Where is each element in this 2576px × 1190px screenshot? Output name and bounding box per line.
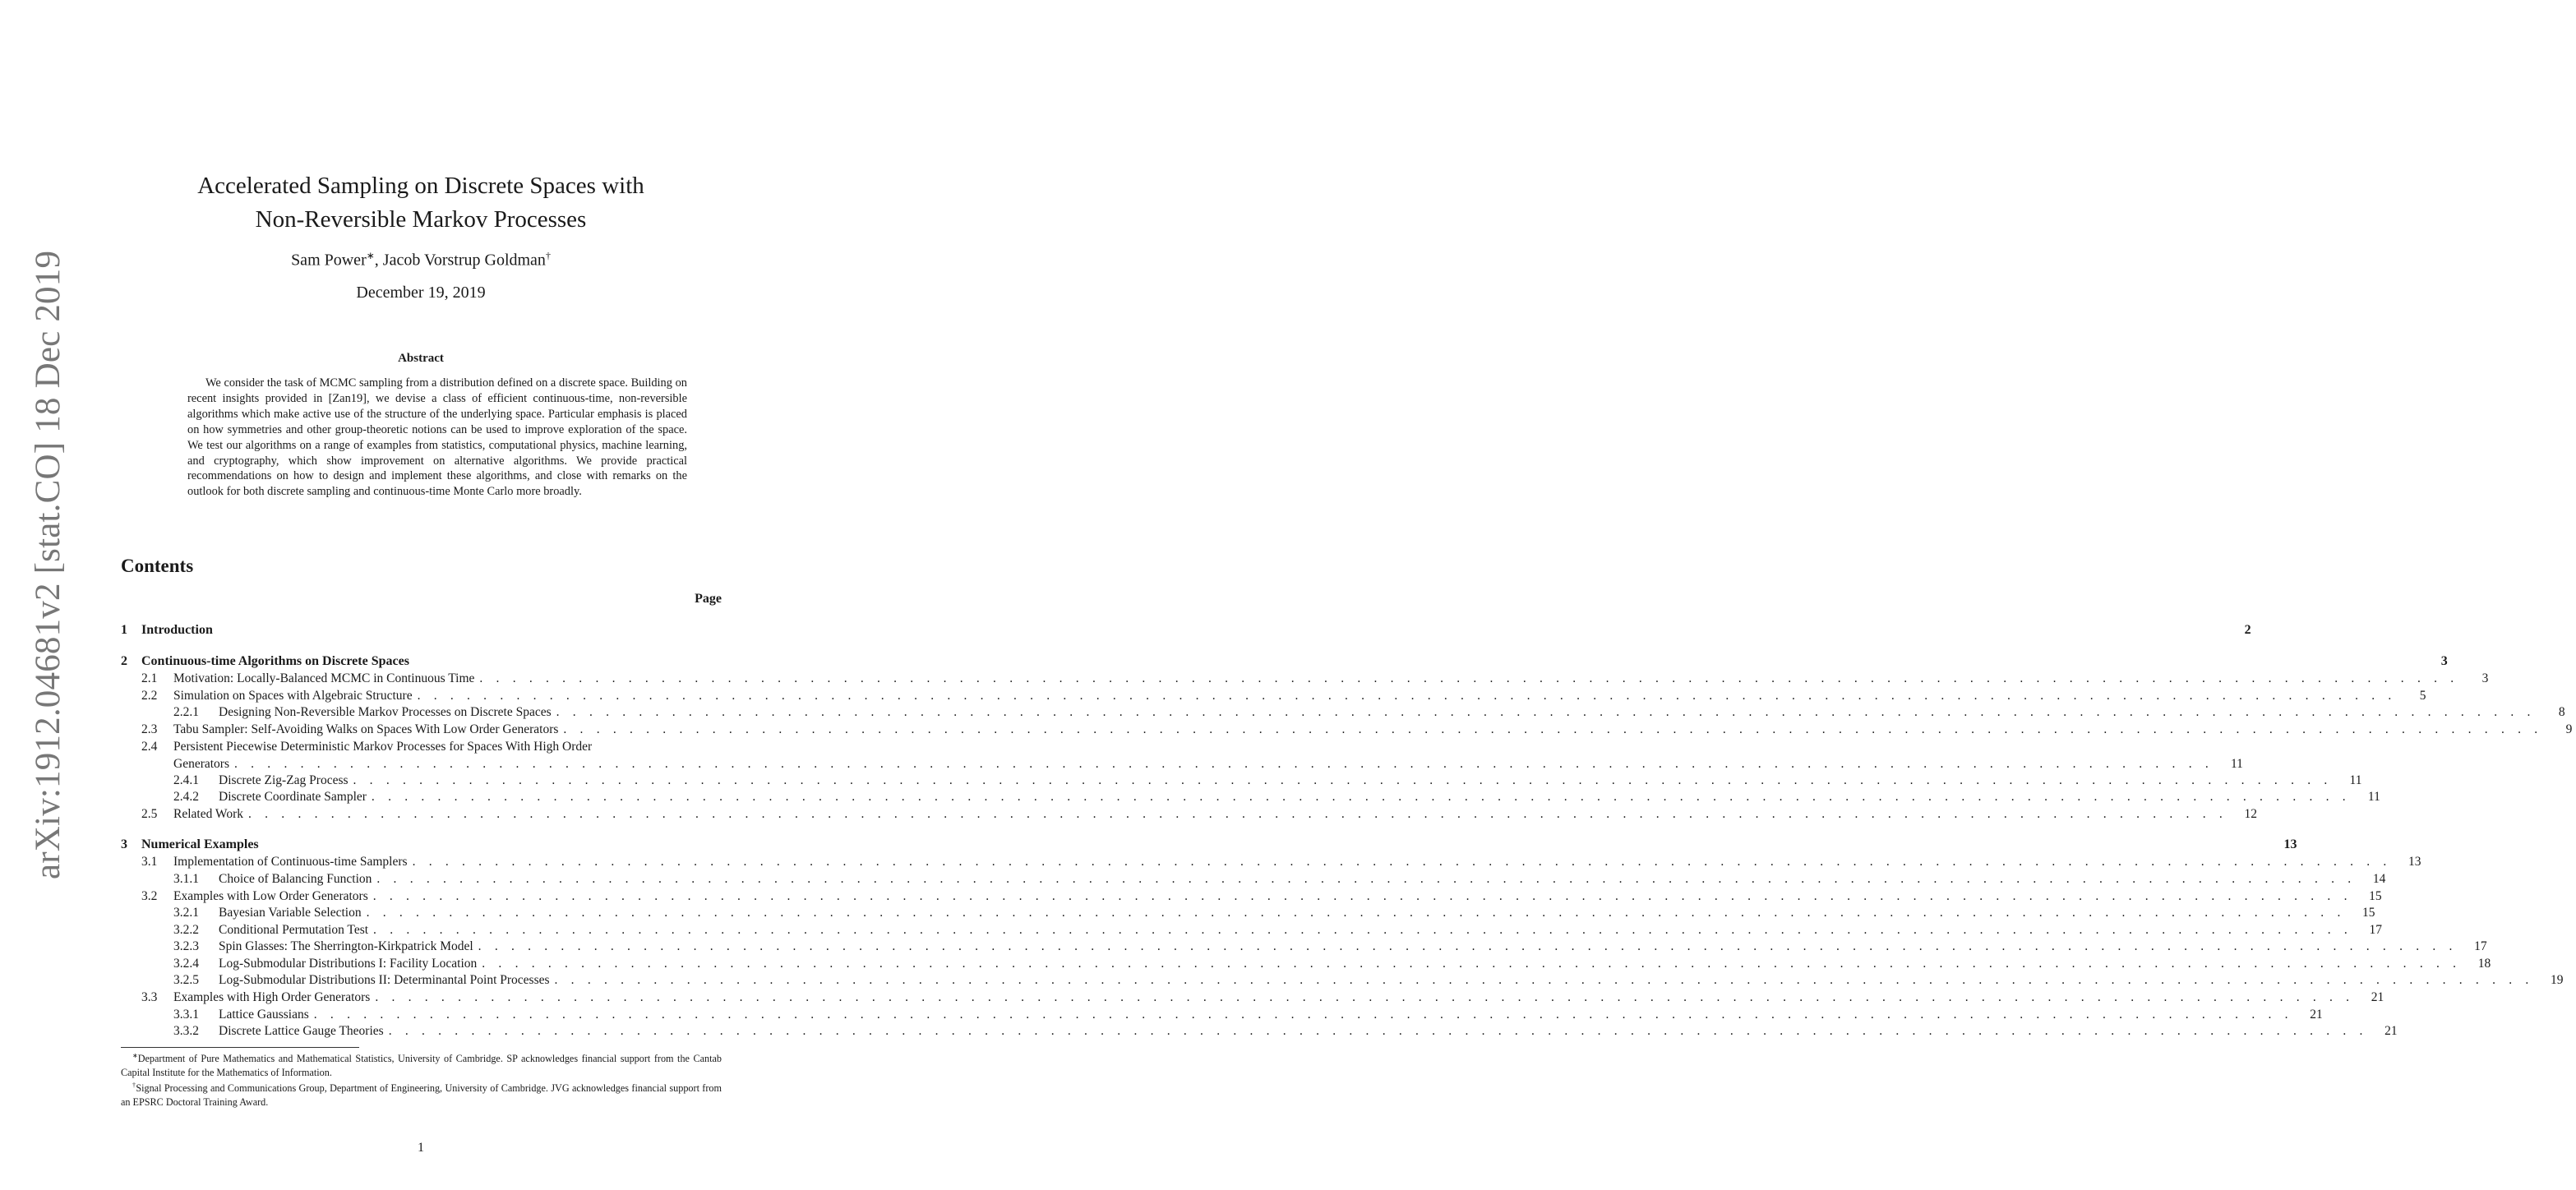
toc-entry[interactable] (121, 923, 2382, 939)
toc-entry[interactable] (121, 973, 2564, 989)
toc-entry-number: 1 (121, 623, 127, 637)
toc-entry[interactable] (121, 872, 2386, 888)
abstract-body: We consider the task of MCMC sampling from a distribution defined on a discrete space. Building on recent insights provided in [Zan19], we devise a class of efficient continuous-time, non-reversible algorithms which make active use of the structure of the underlying space. Particular emphasis is placed on how symmetries and other group-theoretic notions can be used to improve exploration of the space. We test our algorithms on a range of examples from statistics, computational physics, machine learning, and cryptography, which show improvement on alternative algorithms. We provide practical recommendations on how to design and implement these algorithms, and close with remarks on the outlook for both discrete sampling and continuous-time Monte Carlo more broadly. (187, 376, 687, 499)
toc-entry-page[interactable]: 3 (2481, 671, 2489, 685)
author-2: Jacob Vorstrup Goldman (382, 251, 546, 270)
toc-dot-leader: . . . . . . . . . . . . . . . . . . . . . . . . . . . . . . . . . . . . . . . . . . . . . . . . . . . . . . . . . . . . . . . . . . . . . . . . . . . . . . . . . . . . . . . . . . . . . . . . . . . . . . . . . . . . . . . . . . . . . . . . (563, 722, 2543, 736)
toc-dot-leader: . . . . . . . . . . . . . . . . . . . . . . . . . . . . . . . . . . . . . . . . . . . . . . . . . . . . . . . . . . . . . . . . . . . . . . . . . . . . . . . . . . . . . . . . . . . . . . . . . . . . . . . . . . . . . . . . . . . . . . . . (388, 1024, 2368, 1038)
toc-entry-title[interactable]: Log-Submodular Distributions I: Facility Location (219, 957, 478, 971)
toc-dot-leader: . . . . . . . . . . . . . . . . . . . . . . . . . . . . . . . . . . . . . . . . . . . . . . . . . . . . . . . . . . . . . . . . . . . . . . . . . . . . . . . . . . . . . . . . . . . . . . . . . . . . . . . . . . . . . . . . . . . . . . . . (371, 790, 2351, 804)
toc-entry[interactable] (121, 790, 2380, 806)
toc-entry-page[interactable]: 15 (2362, 906, 2375, 920)
toc-page-column-heading: Page (695, 592, 722, 606)
toc-dot-leader: . . . . . . . . . . . . . . . . . . . . . . . . . . . . . . . . . . . . . . . . . . . . . . . . . . . . . . . . . . . . . . . . . . . . . . . . . . . . . . . . . . . . . . . . . . . . . . . . . . . . . . . . . . . . . . . . . . . . . . . . (373, 923, 2352, 937)
toc-dot-leader: . . . . . . . . . . . . . . . . . . . . . . . . . . . . . . . . . . . . . . . . . . . . . . . . . . . . . . . . . . . . . . . . . . . . . . . . . . . . . . . . . . . . . . . . . . . . . . . . . . . . . . . . . . . . . . . . . . . . . . . . (376, 872, 2357, 886)
title-line-2: Non-Reversible Markov Processes (255, 206, 587, 233)
toc-dot-leader: . . . . . . . . . . . . . . . . . . . . . . . . . . . . . . . . . . . . . . . . . . . . . . . . . . . . . . . . . . . . . . . . . . . . . . . . . . . . . . . . . . . . . . . . . . . . . . . . . . . . . . . . . . . . . . . . . . . . . . . . (366, 906, 2346, 920)
toc-dot-leader: . . . . . . . . . . . . . . . . . . . . . . . . . . . . . . . . . . . . . . . . . . . . . . . . . . . . . . . . . . . . . . . . . . . . . . . . . . . . . . . . . . . . . . . . . . . . . . . . . . . . . . . . . . . . . . . . . . . . . . . . (554, 973, 2534, 987)
toc-entry-number: 2.4.2 (173, 790, 199, 804)
footnote-2-mark: † (132, 1082, 136, 1090)
toc-entry-page[interactable]: 14 (2372, 872, 2386, 886)
toc-entry-number: 2.2 (141, 689, 158, 703)
footnote-divider (121, 1047, 359, 1048)
toc-entry[interactable] (121, 671, 2489, 688)
toc-entry-number: 3.1.1 (173, 872, 199, 886)
toc-entry-page[interactable]: 11 (2231, 757, 2243, 771)
toc-entry-title[interactable]: Conditional Permutation Test (219, 923, 369, 937)
toc-dot-leader: . . . . . . . . . . . . . . . . . . . . . . . . . . . . . . . . . . . . . . . . . . . . . . . . . . . . . . . . . . . . . . . . . . . . . . . . . . . . . . . . . . . . . . . . . . . . . . . . . . . . . . . . . . . . . . . . . . . . . . . . (556, 705, 2536, 719)
toc-dot-leader: . . . . . . . . . . . . . . . . . . . . . . . . . . . . . . . . . . . . . . . . . . . . . . . . . . . . . . . . . . . . . . . . . . . . . . . . . . . . . . . . . . . . . . . . . . . . . . . . . . . . . . . . . . . . . . . . . . . . . . . . (375, 990, 2355, 1004)
toc-dot-leader: . . . . . . . . . . . . . . . . . . . . . . . . . . . . . . . . . . . . . . . . . . . . . . . . . . . . . . . . . . . . . . . . . . . . . . . . . . . . . . . . . . . . . . . . . . . . . . . . . . . . . . . . . . . . . . . . . . . . . . . . (234, 757, 2214, 771)
toc-entry-page[interactable]: 5 (2419, 689, 2426, 703)
toc-entry-title[interactable]: Examples with High Order Generators (173, 990, 371, 1004)
toc-entry-title[interactable]: Spin Glasses: The Sherrington-Kirkpatrick Model (219, 939, 473, 953)
footnotes (121, 1049, 722, 1109)
toc-entry-title[interactable]: Discrete Coordinate Sampler (219, 790, 367, 804)
toc-entry-title[interactable]: Implementation of Continuous-time Samplers (173, 855, 408, 869)
toc-dot-leader: . . . . . . . . . . . . . . . . . . . . . . . . . . . . . . . . . . . . . . . . . . . . . . . . . . . . . . . . . . . . . . . . . . . . . . . . . . . . . . . . . . . . . . . . . . . . . . . . . . . . . . . . . . . . . . . . . . . . . . . . (417, 689, 2397, 703)
toc-entry[interactable] (121, 957, 2491, 973)
toc-entry[interactable] (121, 889, 2382, 906)
toc-entry[interactable] (121, 939, 2487, 956)
footnote-1 (121, 1049, 722, 1079)
toc-entry[interactable] (121, 1008, 2323, 1024)
author-1-footnote-mark[interactable]: ∗ (366, 250, 375, 261)
toc-entry-page[interactable]: 11 (2349, 773, 2362, 787)
page-number: 1 (418, 1141, 424, 1155)
toc-dot-leader: . . . . . . . . . . . . . . . . . . . . . . . . . . . . . . . . . . . . . . . . . . . . . . . . . . . . . . . . . . . . . . . . . . . . . . . . . . . . . . . . . . . . . . . . . . . . . . . . . . . . . . . . . . . . . . . . . . . . . . . . (353, 773, 2333, 787)
toc-entry-number: 2.1 (141, 671, 158, 685)
toc-entry-page[interactable]: 21 (2371, 990, 2384, 1004)
toc-entry[interactable] (121, 906, 2375, 922)
toc-entry-page[interactable]: 13 (2408, 855, 2421, 869)
toc-dot-leader: . . . . . . . . . . . . . . . . . . . . . . . . . . . . . . . . . . . . . . . . . . . . . . . . . . . . . . . . . . . . . . . . . . . . . . . . . . . . . . . . . . . . . . . . . . . . . . . . . . . . . . . . . . . . . . . . . . . . . . . . (479, 671, 2459, 685)
toc-entry-number: 3.3.1 (173, 1008, 199, 1022)
toc-dot-leader: . . . . . . . . . . . . . . . . . . . . . . . . . . . . . . . . . . . . . . . . . . . . . . . . . . . . . . . . . . . . . . . . . . . . . . . . . . . . . . . . . . . . . . . . . . . . . . . . . . . . . . . . . . . . . . . . . . . . . . . . (412, 855, 2392, 869)
toc-entry[interactable] (121, 990, 2384, 1007)
toc-entry-title[interactable]: Log-Submodular Distributions II: Determinantal Point Processes (219, 973, 550, 987)
toc-entry-title-continued[interactable]: Generators (173, 757, 229, 771)
toc-entry-title[interactable]: Examples with Low Order Generators (173, 889, 368, 903)
toc-entry-number: 3.3 (141, 990, 158, 1004)
toc-entry-page[interactable]: 12 (2244, 807, 2257, 821)
toc-entry-number: 2.4.1 (173, 773, 199, 787)
toc-entry-page[interactable]: 21 (2384, 1024, 2398, 1038)
title-line-1: Accelerated Sampling on Discrete Spaces with (197, 173, 644, 199)
toc-entry-number: 2 (121, 654, 127, 668)
toc-entry[interactable] (121, 654, 2448, 671)
toc-entry-title[interactable]: Continuous-time Algorithms on Discrete Spaces (141, 654, 409, 668)
toc-entry-title[interactable]: Designing Non-Reversible Markov Processes on Discrete Spaces (219, 705, 552, 719)
toc-entry-title[interactable]: Discrete Lattice Gauge Theories (219, 1024, 384, 1038)
toc-entry-number: 3.2.2 (173, 923, 199, 937)
toc-entry-title[interactable]: Simulation on Spaces with Algebraic Structure (173, 689, 413, 703)
toc-entry-number: 2.3 (141, 722, 158, 736)
toc-entry[interactable] (121, 705, 2565, 722)
toc-entry-title[interactable]: Discrete Zig-Zag Process (219, 773, 349, 787)
footnote-1-mark: ∗ (132, 1052, 138, 1059)
toc-entry[interactable] (121, 689, 2426, 705)
toc-entry[interactable] (121, 1024, 2398, 1040)
arxiv-identifier-stamp: arXiv:1912.04681v2 [stat.CO] 18 Dec 2019 (29, 250, 67, 879)
toc-entry-page[interactable]: 8 (2558, 705, 2565, 719)
toc-entry-title[interactable]: Introduction (141, 623, 213, 637)
footnote-2 (121, 1079, 722, 1109)
toc-entry-number: 3.2.4 (173, 957, 199, 971)
toc-dot-leader: . . . . . . . . . . . . . . . . . . . . . . . . . . . . . . . . . . . . . . . . . . . . . . . . . . . . . . . . . . . . . . . . . . . . . . . . . . . . . . . . . . . . . . . . . . . . . . . . . . . . . . . . . . . . . . . . . . . . . . . . (248, 807, 2227, 821)
toc-entry-title[interactable]: Lattice Gaussians (219, 1008, 309, 1022)
toc-dot-leader: . . . . . . . . . . . . . . . . . . . . . . . . . . . . . . . . . . . . . . . . . . . . . . . . . . . . . . . . . . . . . . . . . . . . . . . . . . . . . . . . . . . . . . . . . . . . . . . . . . . . . . . . . . . . . . . . . . . . . . . . (313, 1008, 2293, 1022)
author-2-footnote-mark[interactable]: † (545, 250, 551, 261)
toc-entry-page[interactable]: 19 (2550, 973, 2564, 987)
toc-entry-page[interactable]: 3 (2440, 654, 2448, 668)
toc-entry[interactable] (121, 855, 2421, 871)
toc-entry-page[interactable]: 18 (2477, 957, 2491, 971)
toc-entry[interactable] (121, 773, 2362, 790)
toc-entry-page[interactable]: 11 (2367, 790, 2380, 804)
toc-entry-title[interactable]: Choice of Balancing Function (219, 872, 372, 886)
toc-entry[interactable] (121, 807, 2257, 823)
author-list: Sam Power∗, Jacob Vorstrup Goldman† (291, 250, 551, 270)
toc-entry[interactable] (121, 740, 722, 756)
toc-entry-page[interactable]: 17 (2474, 939, 2487, 953)
footnote-1-text: Department of Pure Mathematics and Mathematical Statistics, University of Cambridge. SP acknowledges financial support from the Cantab Capital Institute for the Mathematics of Information. (121, 1053, 722, 1078)
toc-entry-number: 3.2.3 (173, 939, 199, 953)
toc-entry-number: 3.2.1 (173, 906, 199, 920)
toc-entry-title[interactable]: Bayesian Variable Selection (219, 906, 362, 920)
toc-entry-page[interactable]: 15 (2369, 889, 2382, 903)
toc-entry-number: 3.3.2 (173, 1024, 199, 1038)
toc-entry-page[interactable]: 17 (2369, 923, 2382, 937)
paper-title (0, 169, 842, 237)
toc-dot-leader: . . . . . . . . . . . . . . . . . . . . . . . . . . . . . . . . . . . . . . . . . . . . . . . . . . . . . . . . . . . . . . . . . . . . . . . . . . . . . . . . . . . . . . . . . . . . . . . . . . . . . . . . . . . . . . . . . . . . . . . . (478, 939, 2458, 953)
toc-entry-number: 2.5 (141, 807, 158, 821)
toc-entry-page[interactable]: 21 (2310, 1008, 2323, 1022)
toc-entry-number: 3.2 (141, 889, 158, 903)
toc-entry-number: 3.2.5 (173, 973, 199, 987)
toc-dot-leader: . . . . . . . . . . . . . . . . . . . . . . . . . . . . . . . . . . . . . . . . . . . . . . . . . . . . . . . . . . . . . . . . . . . . . . . . . . . . . . . . . . . . . . . . . . . . . . . . . . . . . . . . . . . . . . . . . . . . . . . . (372, 889, 2352, 903)
toc-entry-page[interactable]: 13 (2283, 837, 2297, 851)
toc-entry-title[interactable]: Persistent Piecewise Deterministic Markov Processes for Spaces With High Order (173, 740, 593, 754)
contents-heading: Contents (121, 556, 194, 576)
toc-entry-title[interactable]: Numerical Examples (141, 837, 259, 851)
toc-entry-title[interactable]: Related Work (173, 807, 243, 821)
toc-entry-page[interactable]: 9 (2565, 722, 2573, 736)
toc-dot-leader: . . . . . . . . . . . . . . . . . . . . . . . . . . . . . . . . . . . . . . . . . . . . . . . . . . . . . . . . . . . . . . . . . . . . . . . . . . . . . . . . . . . . . . . . . . . . . . . . . . . . . . . . . . . . . . . . . . . . . . . . (482, 957, 2462, 971)
toc-entry-title[interactable]: Motivation: Locally-Balanced MCMC in Continuous Time (173, 671, 475, 685)
toc-entry-number: 2.4 (141, 740, 158, 754)
toc-entry-title[interactable]: Tabu Sampler: Self-Avoiding Walks on Spaces With Low Order Generators (173, 722, 559, 736)
toc-entry-number: 3.1 (141, 855, 158, 869)
toc-entry-page[interactable]: 2 (2244, 623, 2251, 637)
abstract-heading: Abstract (398, 352, 444, 365)
toc-entry-continuation[interactable] (121, 757, 2243, 773)
publication-date: December 19, 2019 (356, 284, 486, 302)
toc-entry[interactable] (121, 623, 2251, 639)
footnote-2-text: Signal Processing and Communications Group, Department of Engineering, University of Cambridge. JVG acknowledges financial support from an EPSRC Doctoral Training Award. (121, 1082, 722, 1108)
toc-entry[interactable] (121, 837, 2297, 854)
toc-entry-number: 2.2.1 (173, 705, 199, 719)
toc-entry-number: 3 (121, 837, 127, 851)
author-1: Sam Power (291, 251, 367, 270)
toc-entry[interactable] (121, 722, 2573, 739)
